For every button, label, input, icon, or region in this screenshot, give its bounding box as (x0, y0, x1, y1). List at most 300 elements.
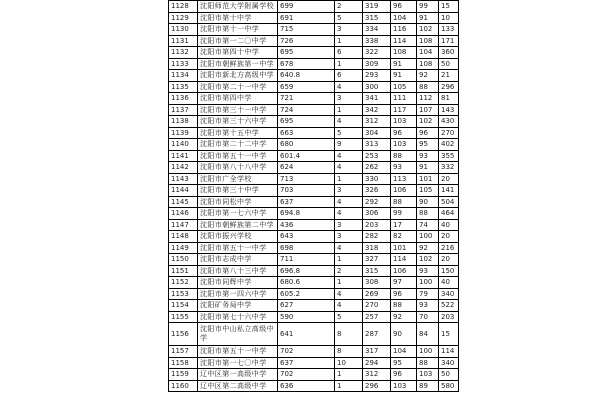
subject-b-cell: 91 (417, 12, 439, 24)
school-name-cell: 沈阳市第四中学 (198, 93, 278, 105)
quota-cell: 340 (439, 357, 459, 369)
subject-b-cell: 88 (417, 208, 439, 220)
score-cell: 715 (278, 24, 335, 36)
score-cell: 659 (278, 81, 335, 93)
subtotal-cell: 292 (363, 196, 391, 208)
subtotal-cell: 308 (363, 277, 391, 289)
row-id-cell: 1135 (169, 81, 198, 93)
subject-b-cell: 74 (417, 219, 439, 231)
subject-a-cell: 116 (391, 24, 417, 36)
school-name-cell: 沈阳市第五十一中学 (198, 150, 278, 162)
subject-b-cell: 105 (417, 185, 439, 197)
table-row (169, 127, 459, 139)
score-cell: 713 (278, 173, 335, 185)
count-cell: 4 (335, 150, 363, 162)
count-cell: 1 (335, 380, 363, 392)
row-id-cell: 1160 (169, 380, 198, 392)
subject-b-cell: 102 (417, 24, 439, 36)
school-name-cell: 辽中区第一高级中学 (198, 369, 278, 381)
school-name-cell: 沈阳市新北方高级中学 (198, 70, 278, 82)
table-row (169, 81, 459, 93)
subject-a-cell: 106 (391, 185, 417, 197)
school-name-cell: 沈阳市第十中学 (198, 12, 278, 24)
score-cell: 695 (278, 47, 335, 59)
count-cell: 5 (335, 12, 363, 24)
subject-a-cell: 111 (391, 93, 417, 105)
table-row (169, 150, 459, 162)
count-cell: 1 (335, 254, 363, 266)
school-name-cell: 沈阳市广全学校 (198, 173, 278, 185)
subtotal-cell: 294 (363, 357, 391, 369)
subject-a-cell: 113 (391, 173, 417, 185)
table-row (169, 104, 459, 116)
score-table (168, 0, 459, 392)
count-cell: 1 (335, 104, 363, 116)
subject-a-cell: 96 (391, 288, 417, 300)
score-cell: 627 (278, 300, 335, 312)
count-cell: 4 (335, 81, 363, 93)
subtotal-cell: 296 (363, 380, 391, 392)
score-table-sheet (168, 0, 459, 392)
quota-cell: 15 (439, 323, 459, 346)
quota-cell: 504 (439, 196, 459, 208)
count-cell: 5 (335, 127, 363, 139)
subject-b-cell: 100 (417, 231, 439, 243)
subject-a-cell: 88 (391, 300, 417, 312)
subject-b-cell: 93 (417, 300, 439, 312)
row-id-cell: 1133 (169, 58, 198, 70)
subtotal-cell: 334 (363, 24, 391, 36)
count-cell: 4 (335, 208, 363, 220)
row-id-cell: 1151 (169, 265, 198, 277)
quota-cell: 150 (439, 265, 459, 277)
score-cell: 641 (278, 323, 335, 346)
row-id-cell: 1143 (169, 173, 198, 185)
subtotal-cell: 282 (363, 231, 391, 243)
count-cell: 1 (335, 35, 363, 47)
subtotal-cell: 330 (363, 173, 391, 185)
score-cell: 724 (278, 104, 335, 116)
table-row (169, 12, 459, 24)
quota-cell: 15 (439, 1, 459, 13)
subject-b-cell: 102 (417, 254, 439, 266)
subtotal-cell: 262 (363, 162, 391, 174)
row-id-cell: 1155 (169, 311, 198, 323)
subject-b-cell: 100 (417, 277, 439, 289)
school-name-cell: 沈阳市第八十八中学 (198, 162, 278, 174)
quota-cell: 40 (439, 277, 459, 289)
score-cell: 643 (278, 231, 335, 243)
row-id-cell: 1142 (169, 162, 198, 174)
count-cell: 4 (335, 242, 363, 254)
row-id-cell: 1139 (169, 127, 198, 139)
row-id-cell: 1132 (169, 47, 198, 59)
subtotal-cell: 270 (363, 300, 391, 312)
count-cell: 6 (335, 47, 363, 59)
row-id-cell: 1129 (169, 12, 198, 24)
score-cell: 680.6 (278, 277, 335, 289)
school-name-cell: 沈阳市第二十二中学 (198, 139, 278, 151)
subtotal-cell: 341 (363, 93, 391, 105)
school-name-cell: 沈阳市第七十六中学 (198, 311, 278, 323)
school-name-cell: 沈阳市第八十三中学 (198, 265, 278, 277)
subject-a-cell: 99 (391, 208, 417, 220)
count-cell: 2 (335, 1, 363, 13)
subtotal-cell: 269 (363, 288, 391, 300)
school-name-cell: 沈阳市第三十一中学 (198, 104, 278, 116)
subtotal-cell: 293 (363, 70, 391, 82)
row-id-cell: 1149 (169, 242, 198, 254)
table-row (169, 24, 459, 36)
subject-b-cell: 93 (417, 150, 439, 162)
quota-cell: 20 (439, 254, 459, 266)
count-cell: 1 (335, 277, 363, 289)
subtotal-cell: 338 (363, 35, 391, 47)
subject-a-cell: 101 (391, 242, 417, 254)
subject-b-cell: 101 (417, 173, 439, 185)
subtotal-cell: 300 (363, 81, 391, 93)
row-id-cell: 1144 (169, 185, 198, 197)
subject-a-cell: 17 (391, 219, 417, 231)
school-name-cell: 沈阳市第二十一中学 (198, 81, 278, 93)
row-id-cell: 1138 (169, 116, 198, 128)
subtotal-cell: 326 (363, 185, 391, 197)
table-row (169, 231, 459, 243)
score-cell: 711 (278, 254, 335, 266)
count-cell: 4 (335, 162, 363, 174)
subject-a-cell: 93 (391, 162, 417, 174)
subject-b-cell: 88 (417, 81, 439, 93)
subject-b-cell: 92 (417, 70, 439, 82)
school-name-cell: 沈阳市志成中学 (198, 254, 278, 266)
row-id-cell: 1159 (169, 369, 198, 381)
table-row (169, 357, 459, 369)
quota-cell: 216 (439, 242, 459, 254)
row-id-cell: 1145 (169, 196, 198, 208)
school-name-cell: 沈阳市第五十一中学 (198, 346, 278, 358)
school-name-cell: 沈阳市同松中学 (198, 196, 278, 208)
row-id-cell: 1130 (169, 24, 198, 36)
subject-a-cell: 96 (391, 127, 417, 139)
subject-a-cell: 105 (391, 81, 417, 93)
quota-cell: 360 (439, 47, 459, 59)
count-cell: 4 (335, 116, 363, 128)
school-name-cell: 沈阳市第三十中学 (198, 185, 278, 197)
subtotal-cell: 342 (363, 104, 391, 116)
row-id-cell: 1131 (169, 35, 198, 47)
count-cell: 2 (335, 265, 363, 277)
count-cell: 1 (335, 58, 363, 70)
row-id-cell: 1137 (169, 104, 198, 116)
subject-b-cell: 84 (417, 323, 439, 346)
score-cell: 691 (278, 12, 335, 24)
subtotal-cell: 322 (363, 47, 391, 59)
score-cell: 663 (278, 127, 335, 139)
table-row (169, 288, 459, 300)
row-id-cell: 1157 (169, 346, 198, 358)
count-cell: 4 (335, 288, 363, 300)
quota-cell: 402 (439, 139, 459, 151)
subject-a-cell: 103 (391, 116, 417, 128)
score-cell: 601.4 (278, 150, 335, 162)
quota-cell: 296 (439, 81, 459, 93)
quota-cell: 40 (439, 219, 459, 231)
quota-cell: 464 (439, 208, 459, 220)
score-cell: 726 (278, 35, 335, 47)
quota-cell: 171 (439, 35, 459, 47)
school-name-cell: 沈阳市同辉中学 (198, 277, 278, 289)
table-row (169, 58, 459, 70)
count-cell: 3 (335, 219, 363, 231)
quota-cell: 143 (439, 104, 459, 116)
row-id-cell: 1153 (169, 288, 198, 300)
school-name-cell: 沈阳市第一七〇中学 (198, 357, 278, 369)
table-row (169, 369, 459, 381)
school-name-cell: 沈阳市振兴学校 (198, 231, 278, 243)
subtotal-cell: 304 (363, 127, 391, 139)
quota-cell: 50 (439, 58, 459, 70)
school-name-cell: 辽中区第二高级中学 (198, 380, 278, 392)
subtotal-cell: 312 (363, 369, 391, 381)
subject-a-cell: 96 (391, 1, 417, 13)
quota-cell: 133 (439, 24, 459, 36)
subject-b-cell: 92 (417, 242, 439, 254)
subtotal-cell: 315 (363, 265, 391, 277)
school-name-cell: 沈阳市第一七六中学 (198, 208, 278, 220)
school-name-cell: 沈阳市第四十中学 (198, 47, 278, 59)
quota-cell: 340 (439, 288, 459, 300)
score-cell: 699 (278, 1, 335, 13)
subject-a-cell: 103 (391, 139, 417, 151)
subtotal-cell: 287 (363, 323, 391, 346)
table-row (169, 219, 459, 231)
score-cell: 694.8 (278, 208, 335, 220)
quota-cell: 430 (439, 116, 459, 128)
score-cell: 698 (278, 242, 335, 254)
count-cell: 1 (335, 173, 363, 185)
table-row (169, 162, 459, 174)
score-cell: 678 (278, 58, 335, 70)
subject-a-cell: 95 (391, 357, 417, 369)
subject-a-cell: 104 (391, 12, 417, 24)
subject-a-cell: 117 (391, 104, 417, 116)
subtotal-cell: 253 (363, 150, 391, 162)
row-id-cell: 1156 (169, 323, 198, 346)
score-cell: 702 (278, 369, 335, 381)
subject-a-cell: 114 (391, 254, 417, 266)
table-row (169, 208, 459, 220)
score-cell: 637 (278, 357, 335, 369)
table-row (169, 1, 459, 13)
count-cell: 3 (335, 185, 363, 197)
table-row (169, 93, 459, 105)
quota-cell: 20 (439, 173, 459, 185)
score-cell: 702 (278, 346, 335, 358)
score-cell: 590 (278, 311, 335, 323)
subject-a-cell: 91 (391, 70, 417, 82)
table-row (169, 47, 459, 59)
table-row (169, 139, 459, 151)
score-cell: 680 (278, 139, 335, 151)
quota-cell: 270 (439, 127, 459, 139)
subject-a-cell: 82 (391, 231, 417, 243)
row-id-cell: 1150 (169, 254, 198, 266)
count-cell: 3 (335, 24, 363, 36)
subject-a-cell: 96 (391, 369, 417, 381)
score-cell: 605.2 (278, 288, 335, 300)
subject-b-cell: 89 (417, 380, 439, 392)
score-cell: 436 (278, 219, 335, 231)
table-row (169, 116, 459, 128)
school-name-cell: 沈阳师范大学附属学校 (198, 1, 278, 13)
subject-b-cell: 95 (417, 139, 439, 151)
subject-b-cell: 99 (417, 1, 439, 13)
subject-a-cell: 88 (391, 196, 417, 208)
quota-cell: 580 (439, 380, 459, 392)
subject-b-cell: 93 (417, 265, 439, 277)
subject-a-cell: 90 (391, 323, 417, 346)
subtotal-cell: 309 (363, 58, 391, 70)
subject-a-cell: 92 (391, 311, 417, 323)
row-id-cell: 1148 (169, 231, 198, 243)
subject-b-cell: 108 (417, 58, 439, 70)
subtotal-cell: 257 (363, 311, 391, 323)
quota-cell: 203 (439, 311, 459, 323)
table-row (169, 35, 459, 47)
subtotal-cell: 306 (363, 208, 391, 220)
quota-cell: 141 (439, 185, 459, 197)
subject-a-cell: 114 (391, 35, 417, 47)
school-name-cell: 沈阳市朝鲜族第二中学 (198, 219, 278, 231)
subject-b-cell: 107 (417, 104, 439, 116)
school-name-cell: 沈阳市朝鲜族第一中学 (198, 58, 278, 70)
quota-cell: 355 (439, 150, 459, 162)
score-cell: 696.8 (278, 265, 335, 277)
subject-b-cell: 88 (417, 357, 439, 369)
subject-a-cell: 104 (391, 346, 417, 358)
subtotal-cell: 315 (363, 12, 391, 24)
score-cell: 721 (278, 93, 335, 105)
table-row (169, 311, 459, 323)
subject-b-cell: 91 (417, 162, 439, 174)
subject-b-cell: 102 (417, 116, 439, 128)
count-cell: 3 (335, 93, 363, 105)
subject-a-cell: 97 (391, 277, 417, 289)
quota-cell: 332 (439, 162, 459, 174)
count-cell: 9 (335, 139, 363, 151)
school-name-cell: 沈阳市第五十一中学 (198, 242, 278, 254)
subtotal-cell: 203 (363, 219, 391, 231)
count-cell: 4 (335, 300, 363, 312)
subject-a-cell: 108 (391, 47, 417, 59)
subject-b-cell: 104 (417, 47, 439, 59)
subject-a-cell: 88 (391, 150, 417, 162)
table-row (169, 173, 459, 185)
table-row (169, 323, 459, 346)
subject-a-cell: 91 (391, 58, 417, 70)
subtotal-cell: 327 (363, 254, 391, 266)
table-row (169, 300, 459, 312)
score-cell: 637 (278, 196, 335, 208)
subtotal-cell: 318 (363, 242, 391, 254)
row-id-cell: 1154 (169, 300, 198, 312)
quota-cell: 50 (439, 369, 459, 381)
score-cell: 703 (278, 185, 335, 197)
subject-b-cell: 90 (417, 196, 439, 208)
row-id-cell: 1147 (169, 219, 198, 231)
table-row (169, 346, 459, 358)
subject-b-cell: 103 (417, 369, 439, 381)
quota-cell: 81 (439, 93, 459, 105)
quota-cell: 114 (439, 346, 459, 358)
school-name-cell: 沈阳市第一二〇中学 (198, 35, 278, 47)
count-cell: 6 (335, 70, 363, 82)
subtotal-cell: 317 (363, 346, 391, 358)
table-row (169, 185, 459, 197)
count-cell: 3 (335, 231, 363, 243)
quota-cell: 21 (439, 70, 459, 82)
subject-b-cell: 112 (417, 93, 439, 105)
row-id-cell: 1146 (169, 208, 198, 220)
table-row (169, 380, 459, 392)
count-cell: 5 (335, 311, 363, 323)
table-row (169, 254, 459, 266)
row-id-cell: 1158 (169, 357, 198, 369)
table-body (169, 1, 459, 392)
table-row (169, 196, 459, 208)
row-id-cell: 1136 (169, 93, 198, 105)
quota-cell: 522 (439, 300, 459, 312)
row-id-cell: 1128 (169, 1, 198, 13)
subject-b-cell: 70 (417, 311, 439, 323)
quota-cell: 20 (439, 231, 459, 243)
table-row (169, 242, 459, 254)
row-id-cell: 1152 (169, 277, 198, 289)
subtotal-cell: 313 (363, 139, 391, 151)
score-cell: 640.8 (278, 70, 335, 82)
score-cell: 636 (278, 380, 335, 392)
count-cell: 10 (335, 357, 363, 369)
count-cell: 8 (335, 346, 363, 358)
subtotal-cell: 312 (363, 116, 391, 128)
table-row (169, 70, 459, 82)
subject-a-cell: 106 (391, 265, 417, 277)
subject-b-cell: 96 (417, 127, 439, 139)
subject-a-cell: 103 (391, 380, 417, 392)
table-row (169, 265, 459, 277)
count-cell: 4 (335, 196, 363, 208)
subject-b-cell: 79 (417, 288, 439, 300)
score-cell: 695 (278, 116, 335, 128)
school-name-cell: 沈阳市第三十六中学 (198, 116, 278, 128)
table-row (169, 277, 459, 289)
school-name-cell: 沈阳市第十一中学 (198, 24, 278, 36)
subject-b-cell: 100 (417, 346, 439, 358)
row-id-cell: 1140 (169, 139, 198, 151)
subject-b-cell: 108 (417, 35, 439, 47)
score-cell: 624 (278, 162, 335, 174)
school-name-cell: 沈阳矿务局中学 (198, 300, 278, 312)
row-id-cell: 1134 (169, 70, 198, 82)
count-cell: 8 (335, 323, 363, 346)
row-id-cell: 1141 (169, 150, 198, 162)
quota-cell: 10 (439, 12, 459, 24)
school-name-cell: 沈阳市第一四六中学 (198, 288, 278, 300)
school-name-cell: 沈阳市第十五中学 (198, 127, 278, 139)
subtotal-cell: 319 (363, 1, 391, 13)
school-name-cell: 沈阳市中山私立高级中学 (198, 323, 278, 346)
count-cell: 1 (335, 369, 363, 381)
